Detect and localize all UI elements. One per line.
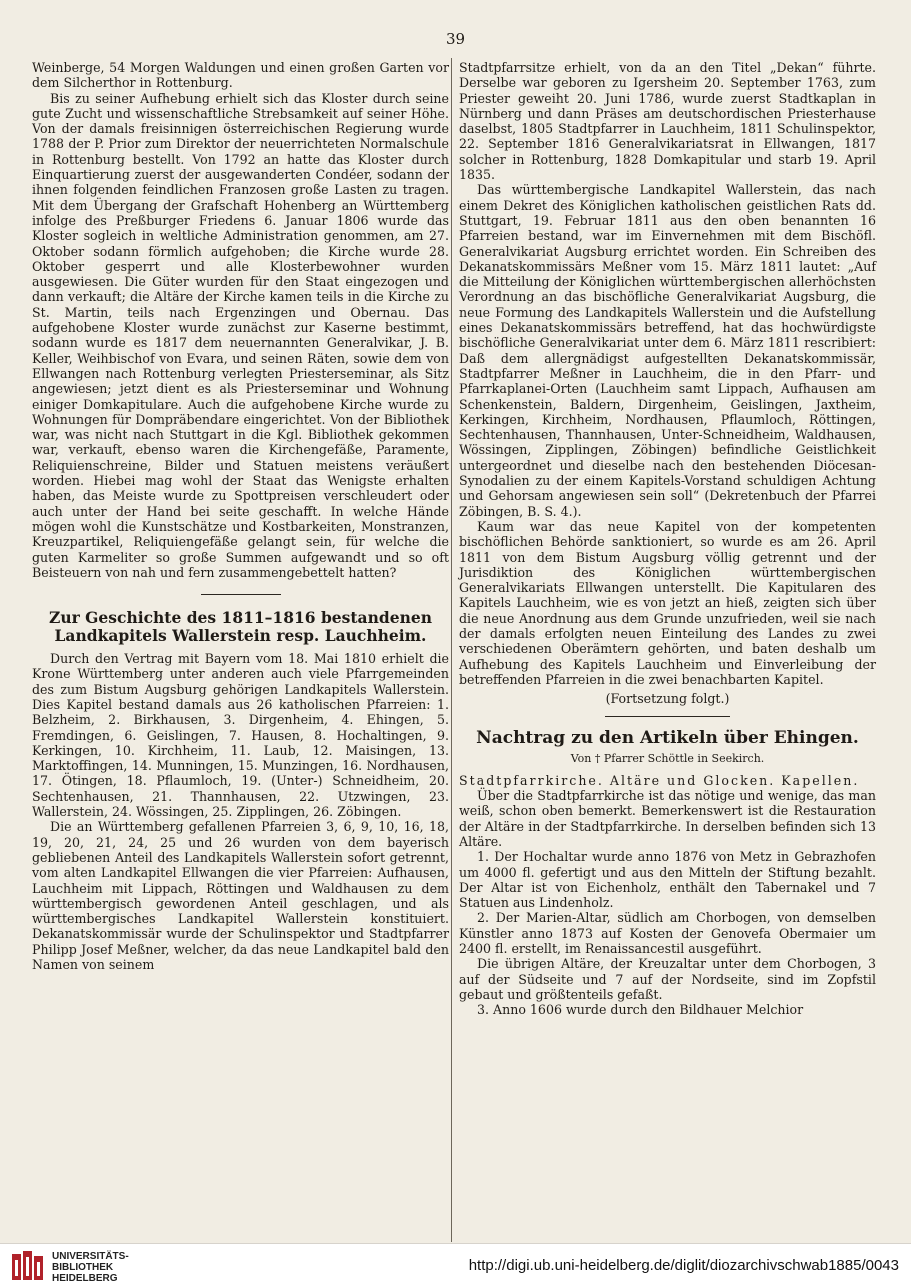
paragraph: Über die Stadtpfarrkirche ist das nötige und wenige, das man weiß, schon oben bemerkt. Bemerkenswert ist die Restauration der Altäre in der Stadtpfarrkirche. In derselben befinden sich 13 Altäre. xyxy=(459,788,876,849)
paragraph: Kaum war das neue Kapitel von der kompetenten bischöflichen Behörde sanktioniert, so wurde es am 26. April 1811 von dem Bistum Augsburg völlig getrennt und der Jurisdiktion des Königlichen württembergischen Generalvikariats Ellwangen unterstellt. Die Kapitularen des Kapitels Lauchheim, wie es von jetzt an hieß, zeigten sich über die neue Anordnung aus dem Grunde unzufrieden, weil sie nach der damals erfolgten neuen Einteilung des Landes zu zwei verschiedenen Oberämtern gehörten, und baten deshalb um Aufhebung des Kapitels Lauchheim und Einverleibung der betreffenden Pfarreien in die zwei benachbarten Kapitel. xyxy=(459,518,876,687)
university-library-logo-icon xyxy=(10,1248,46,1284)
paragraph: Weinberge, 54 Morgen Waldungen und einen großen Garten vor dem Silcherthor in Rottenburg. xyxy=(32,60,449,91)
page-number: 39 xyxy=(445,30,466,48)
paragraph: Bis zu seiner Aufhebung erhielt sich das Kloster durch seine gute Zucht und wissenschaftliche Strebsamkeit auf seiner Höhe. Von der damals freisinnigen österreichischen Regierung wurde 1788 der P. Prior zum Direktor der neuerrichteten Normalschule in Rottenburg bestellt. Von 1792 an hatte das Kloster durch Einquartierung zuerst der ausgewanderten Condéer, sodann der ihnen folgenden feindlichen Franzosen große Lasten zu tragen. Mit dem Übergang der Grafschaft Hohenberg an Württemberg infolge des Preßburger Friedens 6. Januar 1806 wurde das Kloster sogleich in weltliche Administration genommen, am 27. Oktober sodann förmlich aufgehoben; die Kirche wurde 28. Oktober gesperrt und alle Klosterbewohner wurden ausgewiesen. Die Güter wurden für den Staat eingezogen und dann verkauft; die Altäre der Kirche kamen teils in die Kirche zu St. Martin, teils nach Ergenzingen und Obernau. Das aufgehobene Kloster wurde zunächst zur Kaserne bestimmt, sodann wurde es 1817 dem neuernannten Generalvikar, J. B. Keller, Weihbischof von Evara, und seinen Räten, sowie dem von Ellwangen nach Rottenburg verlegten Priesterseminar, als Sitz angewiesen; jetzt dient es als Priesterseminar und Wohnung einiger Domkapitulare. Auch die aufgehobene Kirche wurde zu Wohnungen für Dompräbendare eingerichtet. Von der Bibliothek war, was nicht nach Stuttgart in die Kgl. Bibliothek gekommen war, verkauft, ebenso waren die Kirchengefäße, Paramente, Reliquienschreine, Bilder und Statuen meistens veräußert worden. Hiebei mag wohl der Staat das Wenigste erhalten haben, das Meiste wurde zu Spottpreisen verschleudert oder auch unter der Hand bei seite geschafft. In welche Hände mögen wohl die Kunstschätze und Kostbarkeiten, Monstranzen, Kreuzpartikel, Reliquiengefäße gelangt sein, für welche die guten Karmeliter so große Summen aufgewandt und so oft Beisteuern von nah und fern zusammengebettelt hatten? xyxy=(32,90,449,580)
paragraph: 2. Der Marien-Altar, südlich am Chorbogen, von demselben Künstler anno 1873 auf Kosten der Genovefa Obermaier um 2400 fl. erstellt, im Renaissancestil ausgeführt. xyxy=(459,910,876,957)
paragraph: Das württembergische Landkapitel Wallerstein, das nach einem Dekret des Königlichen katholischen geistlichen Rats dd. Stuttgart, 19. Februar 1811 aus den oben benannten 16 Pfarreien bestand, war im Einvernehmen mit dem Bischöfl. Generalvikariat Augsburg errichtet worden. Ein Schreiben des Dekanatskommissärs Meßner vom 15. März 1811 lautet: „Auf die Mitteilung der Königlichen württembergischen allerhöchsten Verordnung an das bischöfliche Generalvikariat Augsburg, die neue Formung des Landkapitels Wallerstein und die Aufstellung eines Dekanatskommissärs betreffend, hat das hochwürdigste bischöfliche Generalvikariat unter dem 6. März 1811 rescribiert: Daß dem allergnädigst aufgestellten Dekanatskommissär, Stadtpfarrer Meßner in Lauchheim, die in den Pfarr- und Pfarrkaplanei-Orten (Lauchheim samt Lippach, Aufhausen am Schenkenstein, Baldern, Dirgenheim, Geislingen, Jaxtheim, Kerkingen, Kirchheim, Nordhausen, Pflaumloch, Röttingen, Sechtenhausen, Thannhausen, Unter-Schneidheim, Waldhausen, Wössingen, Zipplingen, Zöbingen) befindliche Geistlichkeit untergeordnet und dieselbe nach den bestehenden Diöcesan-Synodalien zu der einem Kapitels-Vorstand schuldigen Achtung und Gehorsam angewiesen sein soll“ (Dekretenbuch der Pfarrei Zöbingen, B. S. 4.). xyxy=(459,182,876,519)
continuation-note: (Fortsetzung folgt.) xyxy=(605,691,730,707)
byline: Von † Pfarrer Schöttle in Seekirch. xyxy=(570,752,765,766)
source-url-link[interactable]: http://digi.ub.uni-heidelberg.de/diglit/diozarchivschwab1885/0043 xyxy=(468,1257,899,1274)
section-divider xyxy=(201,594,281,595)
paragraph: Die übrigen Altäre, der Kreuzaltar unter dem Chorbogen, 3 auf der Südseite und 7 auf der Nordseite, sind im Zopfstil gebaut und größtenteils gefaßt. xyxy=(459,956,876,1002)
paragraph: Die an Württemberg gefallenen Pfarreien 3, 6, 9, 10, 16, 18, 19, 20, 21, 24, 25 und 26 wurden von dem bayerisch gebliebenen Anteil des Landkapitels Wallerstein sofort getrennt, vom alten Landkapitel Ellwangen die vier Pfarreien: Aufhausen, Lauchheim mit Lippach, Röttingen und Waldhausen zu dem württembergisch gewordenen Anteil geschlagen, und als württembergisches Landkapitel Wallerstein konstituiert. Dekanatskommissär wurde der Schulinspektor und Stadtpfarrer Philipp Josef Meßner, welcher, da das neue Landkapitel bald den Namen von seinem xyxy=(32,819,449,973)
paragraph: 1. Der Hochaltar wurde anno 1876 von Metz in Gebrazhofen um 4000 fl. gefertigt und aus den Mitteln der Stiftung bezahlt. Der Altar ist von Eichenholz, enthält den Tabernakel und 7 Statuen aus Lindenholz. xyxy=(459,849,876,911)
section-title: Nachtrag zu den Artikeln über Ehingen. xyxy=(476,728,859,749)
paragraph: Stadtpfarrsitze erhielt, von da an den Titel „Dekan“ führte. Derselbe war geboren zu Igersheim 20. September 1763, zum Priester geweiht 20. Juni 1786, wurde zuerst Stadtkaplan in Nürnberg und dann Präses am deutschordischen Priesterhause daselbst, 1805 Stadtpfarrer in Lauchheim, 1811 Schulinspektor, 22. September 1816 Generalvikariatsrat in Ellwangen, 1817 solcher in Rottenburg, 1828 Domkapitular und starb 19. April 1835. xyxy=(459,60,876,183)
library-name: UNIVERSITÄTS- BIBLIOTHEK HEIDELBERG xyxy=(52,1251,129,1284)
paragraph: 3. Anno 1606 wurde durch den Bildhauer Melchior xyxy=(477,1002,804,1018)
right-column xyxy=(459,60,876,1018)
subheading: Stadtpfarrkirche. Altäre und Glocken. Kapellen. xyxy=(459,772,860,788)
footer-bar xyxy=(0,1243,911,1287)
column-divider xyxy=(451,58,452,1242)
section-divider xyxy=(605,716,730,717)
paragraph: Durch den Vertrag mit Bayern vom 18. Mai 1810 erhielt die Krone Württemberg unter anderen auch viele Pfarrgemeinden des zum Bistum Augsburg gehörigen Landkapitels Wallerstein. Dies Kapitel bestand damals aus 26 katholischen Pfarreien: 1. Belzheim, 2. Birkhausen, 3. Dirgenheim, 4. Ehingen, 5. Fremdingen, 6. Geislingen, 7. Hausen, 8. Hochaltingen, 9. Kerkingen, 10. Kirchheim, 11. Laub, 12. Maisingen, 13. Marktoffingen, 14. Munningen, 15. Munzingen, 16. Nordhausen, 17. Ötingen, 18. Pflaumloch, 19. (Unter-) Schneidheim, 20. Sechtenhausen, 21. Thannhausen, 22. Utzwingen, 23. Wallerstein, 24. Wössingen, 25. Zipplingen, 26. Zöbingen. xyxy=(32,651,449,820)
left-column xyxy=(32,60,449,972)
section-title: Zur Geschichte des 1811–1816 bestandenen Landkapitels Wallerstein resp. Lauchheim. xyxy=(49,608,432,646)
